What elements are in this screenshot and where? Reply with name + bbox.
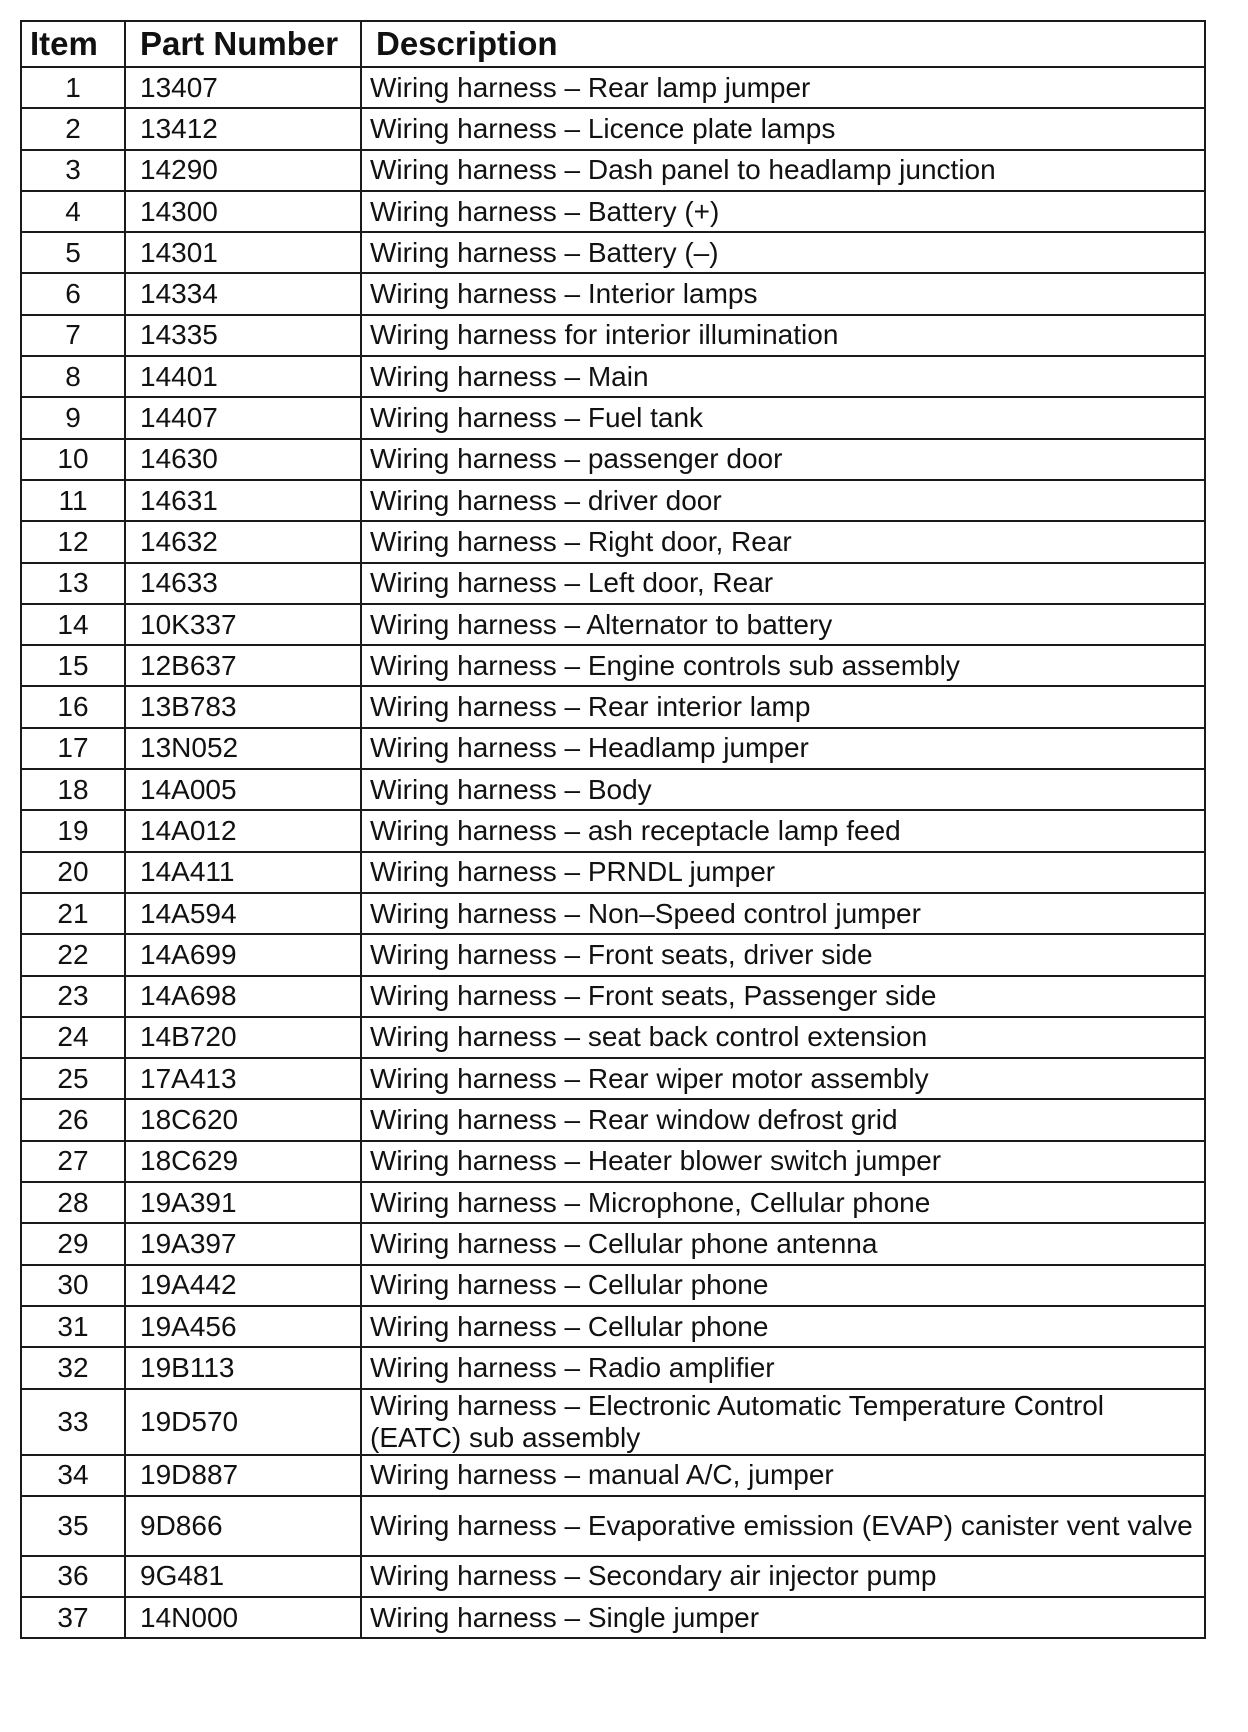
item-cell: 24 (21, 1017, 125, 1058)
item-cell: 8 (21, 356, 125, 397)
description-cell: Wiring harness – Rear wiper motor assembly (361, 1058, 1205, 1099)
table-row (21, 1017, 1205, 1058)
header-part-number: Part Number (125, 21, 361, 67)
part-number-cell: 17A413 (125, 1058, 361, 1099)
table-row (21, 1597, 1205, 1638)
item-cell: 32 (21, 1347, 125, 1388)
table-row (21, 232, 1205, 273)
table-row (21, 645, 1205, 686)
table-body (21, 67, 1205, 1638)
table-row (21, 563, 1205, 604)
item-cell: 21 (21, 893, 125, 934)
parts-table (20, 20, 1206, 1639)
description-cell: Wiring harness – Cellular phone (361, 1265, 1205, 1306)
part-number-cell: 14300 (125, 191, 361, 232)
part-number-cell: 14A411 (125, 852, 361, 893)
item-cell: 1 (21, 67, 125, 108)
part-number-cell: 13N052 (125, 728, 361, 769)
description-cell: Wiring harness for interior illumination (361, 315, 1205, 356)
part-number-cell: 19A391 (125, 1182, 361, 1223)
table-row (21, 191, 1205, 232)
part-number-cell: 19A456 (125, 1306, 361, 1347)
description-cell: Wiring harness – Battery (+) (361, 191, 1205, 232)
table-row (21, 934, 1205, 975)
description-cell: Wiring harness – Evaporative emission (EVAP) canister vent valve (361, 1496, 1205, 1556)
table-row (21, 810, 1205, 851)
item-cell: 31 (21, 1306, 125, 1347)
part-number-cell: 14335 (125, 315, 361, 356)
item-cell: 22 (21, 934, 125, 975)
table-row (21, 1182, 1205, 1223)
item-cell: 7 (21, 315, 125, 356)
description-cell: Wiring harness – Headlamp jumper (361, 728, 1205, 769)
part-number-cell: 19D570 (125, 1389, 361, 1455)
item-cell: 4 (21, 191, 125, 232)
part-number-cell: 13412 (125, 108, 361, 149)
item-cell: 20 (21, 852, 125, 893)
item-cell: 6 (21, 273, 125, 314)
part-number-cell: 14A594 (125, 893, 361, 934)
table-row (21, 1223, 1205, 1264)
table-row (21, 273, 1205, 314)
description-cell: Wiring harness – seat back control extension (361, 1017, 1205, 1058)
description-cell: Wiring harness – Engine controls sub assembly (361, 645, 1205, 686)
description-cell: Wiring harness – Single jumper (361, 1597, 1205, 1638)
part-number-cell: 14401 (125, 356, 361, 397)
part-number-cell: 19D887 (125, 1455, 361, 1496)
item-cell: 25 (21, 1058, 125, 1099)
description-cell: Wiring harness – Right door, Rear (361, 521, 1205, 562)
description-cell: Wiring harness – Microphone, Cellular phone (361, 1182, 1205, 1223)
item-cell: 27 (21, 1141, 125, 1182)
item-cell: 30 (21, 1265, 125, 1306)
item-cell: 19 (21, 810, 125, 851)
description-cell: Wiring harness – Front seats, Passenger side (361, 976, 1205, 1017)
description-cell: Wiring harness – ash receptacle lamp feed (361, 810, 1205, 851)
description-cell: Wiring harness – Cellular phone (361, 1306, 1205, 1347)
table-row (21, 1058, 1205, 1099)
table-row (21, 108, 1205, 149)
part-number-cell: 12B637 (125, 645, 361, 686)
item-cell: 18 (21, 769, 125, 810)
description-cell: Wiring harness – Rear window defrost grid (361, 1099, 1205, 1140)
table-row (21, 1265, 1205, 1306)
table-row (21, 1389, 1205, 1455)
table-row (21, 150, 1205, 191)
item-cell: 17 (21, 728, 125, 769)
item-cell: 2 (21, 108, 125, 149)
description-cell: Wiring harness – Heater blower switch jumper (361, 1141, 1205, 1182)
part-number-cell: 14N000 (125, 1597, 361, 1638)
table-row (21, 315, 1205, 356)
item-cell: 12 (21, 521, 125, 562)
description-cell: Wiring harness – Licence plate lamps (361, 108, 1205, 149)
description-cell: Wiring harness – Radio amplifier (361, 1347, 1205, 1388)
table-row (21, 356, 1205, 397)
part-number-cell: 14631 (125, 480, 361, 521)
table-row (21, 1455, 1205, 1496)
header-description: Description (361, 21, 1205, 67)
item-cell: 14 (21, 604, 125, 645)
part-number-cell: 19A442 (125, 1265, 361, 1306)
part-number-cell: 14290 (125, 150, 361, 191)
header-item: Item (21, 21, 125, 67)
table-row (21, 521, 1205, 562)
table-row (21, 1347, 1205, 1388)
item-cell: 29 (21, 1223, 125, 1264)
table-row (21, 976, 1205, 1017)
header-row (21, 21, 1205, 67)
part-number-cell: 14A012 (125, 810, 361, 851)
description-cell: Wiring harness – Left door, Rear (361, 563, 1205, 604)
part-number-cell: 9G481 (125, 1556, 361, 1597)
part-number-cell: 14334 (125, 273, 361, 314)
part-number-cell: 18C620 (125, 1099, 361, 1140)
part-number-cell: 19B113 (125, 1347, 361, 1388)
item-cell: 16 (21, 686, 125, 727)
table-row (21, 1099, 1205, 1140)
description-cell: Wiring harness – Body (361, 769, 1205, 810)
description-cell: Wiring harness – PRNDL jumper (361, 852, 1205, 893)
part-number-cell: 18C629 (125, 1141, 361, 1182)
item-cell: 37 (21, 1597, 125, 1638)
part-number-cell: 14633 (125, 563, 361, 604)
item-cell: 28 (21, 1182, 125, 1223)
item-cell: 35 (21, 1496, 125, 1556)
item-cell: 34 (21, 1455, 125, 1496)
table-row (21, 728, 1205, 769)
item-cell: 9 (21, 397, 125, 438)
description-cell: Wiring harness – Main (361, 356, 1205, 397)
item-cell: 15 (21, 645, 125, 686)
table-row (21, 893, 1205, 934)
item-cell: 36 (21, 1556, 125, 1597)
description-cell: Wiring harness – Rear interior lamp (361, 686, 1205, 727)
item-cell: 5 (21, 232, 125, 273)
part-number-cell: 9D866 (125, 1496, 361, 1556)
part-number-cell: 14630 (125, 439, 361, 480)
item-cell: 10 (21, 439, 125, 480)
description-cell: Wiring harness – passenger door (361, 439, 1205, 480)
description-cell: Wiring harness – manual A/C, jumper (361, 1455, 1205, 1496)
part-number-cell: 10K337 (125, 604, 361, 645)
description-cell: Wiring harness – Electronic Automatic Temperature Control (EATC) sub assembly (361, 1389, 1205, 1455)
description-cell: Wiring harness – Dash panel to headlamp junction (361, 150, 1205, 191)
part-number-cell: 19A397 (125, 1223, 361, 1264)
item-cell: 26 (21, 1099, 125, 1140)
description-cell: Wiring harness – Interior lamps (361, 273, 1205, 314)
table-row (21, 1496, 1205, 1556)
table-row (21, 1556, 1205, 1597)
part-number-cell: 14A699 (125, 934, 361, 975)
description-cell: Wiring harness – Alternator to battery (361, 604, 1205, 645)
item-cell: 23 (21, 976, 125, 1017)
part-number-cell: 14407 (125, 397, 361, 438)
table-row (21, 439, 1205, 480)
table-row (21, 852, 1205, 893)
part-number-cell: 13407 (125, 67, 361, 108)
table-row (21, 604, 1205, 645)
table-row (21, 1306, 1205, 1347)
part-number-cell: 14301 (125, 232, 361, 273)
table-row (21, 769, 1205, 810)
part-number-cell: 14B720 (125, 1017, 361, 1058)
table-row (21, 397, 1205, 438)
item-cell: 13 (21, 563, 125, 604)
description-cell: Wiring harness – Front seats, driver side (361, 934, 1205, 975)
part-number-cell: 14A698 (125, 976, 361, 1017)
item-cell: 11 (21, 480, 125, 521)
item-cell: 33 (21, 1389, 125, 1455)
part-number-cell: 14A005 (125, 769, 361, 810)
description-cell: Wiring harness – Fuel tank (361, 397, 1205, 438)
table-row (21, 1141, 1205, 1182)
description-cell: Wiring harness – Rear lamp jumper (361, 67, 1205, 108)
description-cell: Wiring harness – driver door (361, 480, 1205, 521)
table-row (21, 480, 1205, 521)
item-cell: 3 (21, 150, 125, 191)
description-cell: Wiring harness – Battery (–) (361, 232, 1205, 273)
table-row (21, 686, 1205, 727)
part-number-cell: 13B783 (125, 686, 361, 727)
description-cell: Wiring harness – Cellular phone antenna (361, 1223, 1205, 1264)
part-number-cell: 14632 (125, 521, 361, 562)
description-cell: Wiring harness – Non–Speed control jumper (361, 893, 1205, 934)
description-cell: Wiring harness – Secondary air injector pump (361, 1556, 1205, 1597)
table-row (21, 67, 1205, 108)
